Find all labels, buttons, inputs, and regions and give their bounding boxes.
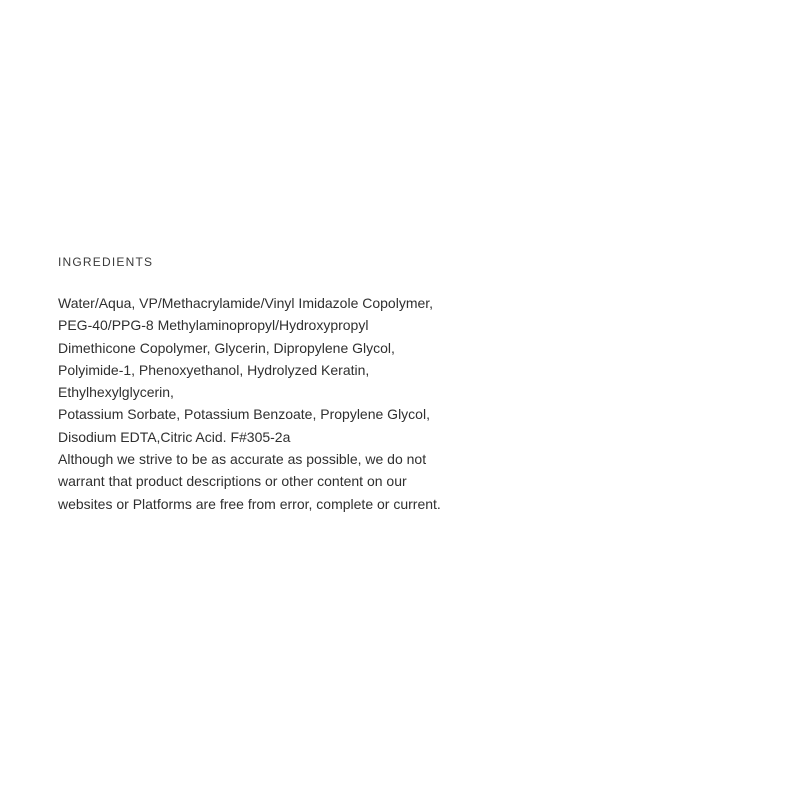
- ingredients-line: Water/Aqua, VP/Methacrylamide/Vinyl Imidazole Copolymer,: [58, 295, 434, 311]
- disclaimer-line: websites or Platforms are free from error, complete or current.: [58, 495, 441, 512]
- ingredients-line: Ethylhexylglycerin,: [58, 384, 174, 401]
- ingredients-line: Polyimide-1, Phenoxyethanol, Hydrolyzed Keratin,: [58, 361, 370, 378]
- ingredients-section: [58, 254, 478, 515]
- disclaimer-line: warrant that product descriptions or other content on our: [58, 473, 407, 490]
- ingredients-line: Disodium EDTA,Citric Acid. F#305-2a: [58, 428, 291, 445]
- ingredients-line: PEG-40/PPG-8 Methylaminopropyl/Hydroxypropyl: [58, 317, 369, 334]
- ingredients-heading: INGREDIENTS: [58, 255, 154, 269]
- ingredients-line: Dimethicone Copolymer, Glycerin, Dipropylene Glycol,: [58, 339, 395, 356]
- ingredients-line: Potassium Sorbate, Potassium Benzoate, Propylene Glycol,: [58, 406, 430, 423]
- ingredients-text: [58, 292, 478, 515]
- disclaimer-line: Although we strive to be as accurate as possible, we do not: [58, 451, 427, 468]
